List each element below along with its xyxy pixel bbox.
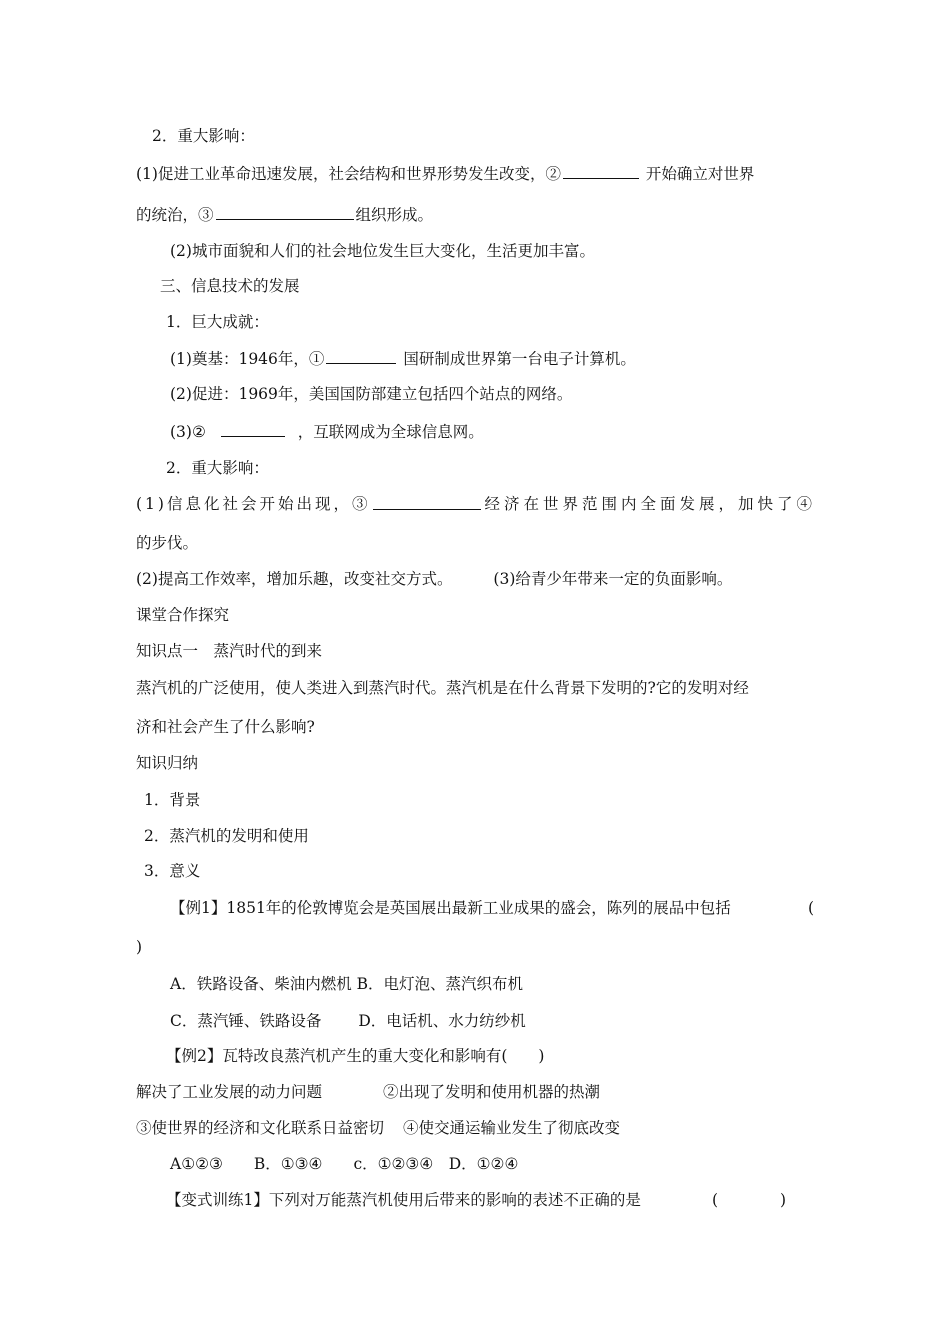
summary-item: 1．背景 bbox=[144, 791, 201, 809]
example1-paren-open: ( bbox=[808, 899, 815, 917]
summary-item: 2．蒸汽机的发明和使用 bbox=[144, 827, 309, 845]
summary-item: 3．意义 bbox=[144, 862, 201, 880]
fill-blank-1[interactable] bbox=[326, 348, 396, 364]
sec3-title: 三、信息技术的发展 bbox=[160, 277, 300, 295]
example2-options: A①②③ B．①③④ c．①②③④ D．①②④ bbox=[170, 1155, 519, 1173]
question-line2: 济和社会产生了什么影响? bbox=[136, 718, 315, 736]
fill-blank-2b[interactable] bbox=[221, 421, 285, 437]
option-a[interactable]: A．铁路设备、柴油内燃机 bbox=[170, 975, 352, 993]
sec3-sub1-heading: 1．巨大成就： bbox=[166, 313, 269, 331]
summary-title: 知识归纳 bbox=[136, 754, 199, 772]
sec2-item2: (2)城市面貌和人们的社会地位发生巨大变化，生活更加丰富。 bbox=[170, 242, 595, 260]
example1-options-cd bbox=[170, 1011, 526, 1031]
sec2-item1-text-b: 开始确立对世界 bbox=[640, 165, 755, 183]
sec2-heading: 2．重大影响： bbox=[152, 127, 255, 145]
statement-4: ④使交通运输业发生了彻底改变 bbox=[402, 1119, 620, 1137]
option-b[interactable]: B．电灯泡、蒸汽织布机 bbox=[356, 975, 524, 993]
question-line1: 蒸汽机的广泛使用，使人类进入到蒸汽时代。蒸汽机是在什么背景下发明的?它的发明对经 bbox=[136, 679, 749, 697]
sec3-imp2: (2)提高工作效率，增加乐趣，改变社交方式。 bbox=[136, 570, 453, 588]
sec3-imp1-text-b: 经济在世界范围内全面发展，加快了④ bbox=[484, 495, 816, 513]
sec2-item1-text-c: 的统治，③ bbox=[136, 206, 214, 224]
option-d[interactable]: D．电话机、水力纺纱机 bbox=[358, 1012, 526, 1030]
sec3-imp3: (3)给青少年带来一定的负面影响。 bbox=[493, 570, 733, 588]
example2-statements-12 bbox=[136, 1082, 600, 1102]
example1-paren-close: ) bbox=[136, 938, 143, 956]
sec2-item1-line1 bbox=[136, 163, 754, 184]
variant1-paren: ( ) bbox=[712, 1191, 787, 1209]
sec3-imp1-text-a: (1)信息化社会开始出现，③ bbox=[136, 495, 371, 513]
class-inquiry-title: 课堂合作探究 bbox=[136, 606, 230, 624]
sec3-ach1-text-a: (1)奠基：1946年，① bbox=[170, 350, 325, 368]
statement-2: ②出现了发明和使用机器的热潮 bbox=[382, 1083, 600, 1101]
statement-3: ③使世界的经济和文化联系日益密切 bbox=[136, 1119, 385, 1137]
sec2-item1-line2 bbox=[136, 204, 433, 225]
sec3-imp2-3 bbox=[136, 569, 732, 589]
fill-blank-3b[interactable] bbox=[373, 494, 481, 510]
sec2-item1-text-d: 组织形成。 bbox=[355, 206, 434, 224]
fill-blank-3[interactable] bbox=[216, 204, 354, 220]
sec2-item1-text-a: (1)促进工业革命迅速发展，社会结构和世界形势发生改变，② bbox=[136, 165, 561, 183]
fill-blank-2[interactable] bbox=[563, 163, 639, 179]
sec3-sub2-heading: 2．重大影响： bbox=[166, 459, 269, 477]
statement-1: 解决了工业发展的动力问题 bbox=[136, 1083, 323, 1101]
example2-stem: 【例2】瓦特改良蒸汽机产生的重大变化和影响有( ) bbox=[166, 1047, 545, 1065]
sec3-ach3-text-a: (3)② bbox=[170, 423, 206, 441]
sec3-imp1-line2: 的步伐。 bbox=[136, 534, 199, 552]
option-c[interactable]: C．蒸汽锤、铁路设备 bbox=[170, 1012, 322, 1030]
sec3-imp1-line1 bbox=[136, 494, 816, 514]
knowledge-point-1: 知识点一 蒸汽时代的到来 bbox=[136, 642, 323, 660]
sec3-ach3 bbox=[170, 421, 484, 442]
variant1-stem: 【变式训练1】下列对万能蒸汽机使用后带来的影响的表述不正确的是 bbox=[166, 1191, 641, 1209]
sec3-ach1 bbox=[170, 348, 636, 369]
sec3-ach2: (2)促进：1969年，美国国防部建立包括四个站点的网络。 bbox=[170, 385, 573, 403]
example1-stem: 【例1】1851年的伦敦博览会是英国展出最新工业成果的盛会，陈列的展品中包括 bbox=[170, 899, 731, 917]
example2-statements-34 bbox=[136, 1118, 620, 1138]
example1-options-ab bbox=[170, 974, 523, 994]
sec3-ach1-text-b: 国研制成世界第一台电子计算机。 bbox=[398, 350, 636, 368]
sec3-ach3-text-b: ，互联网成为全球信息网。 bbox=[297, 423, 484, 441]
